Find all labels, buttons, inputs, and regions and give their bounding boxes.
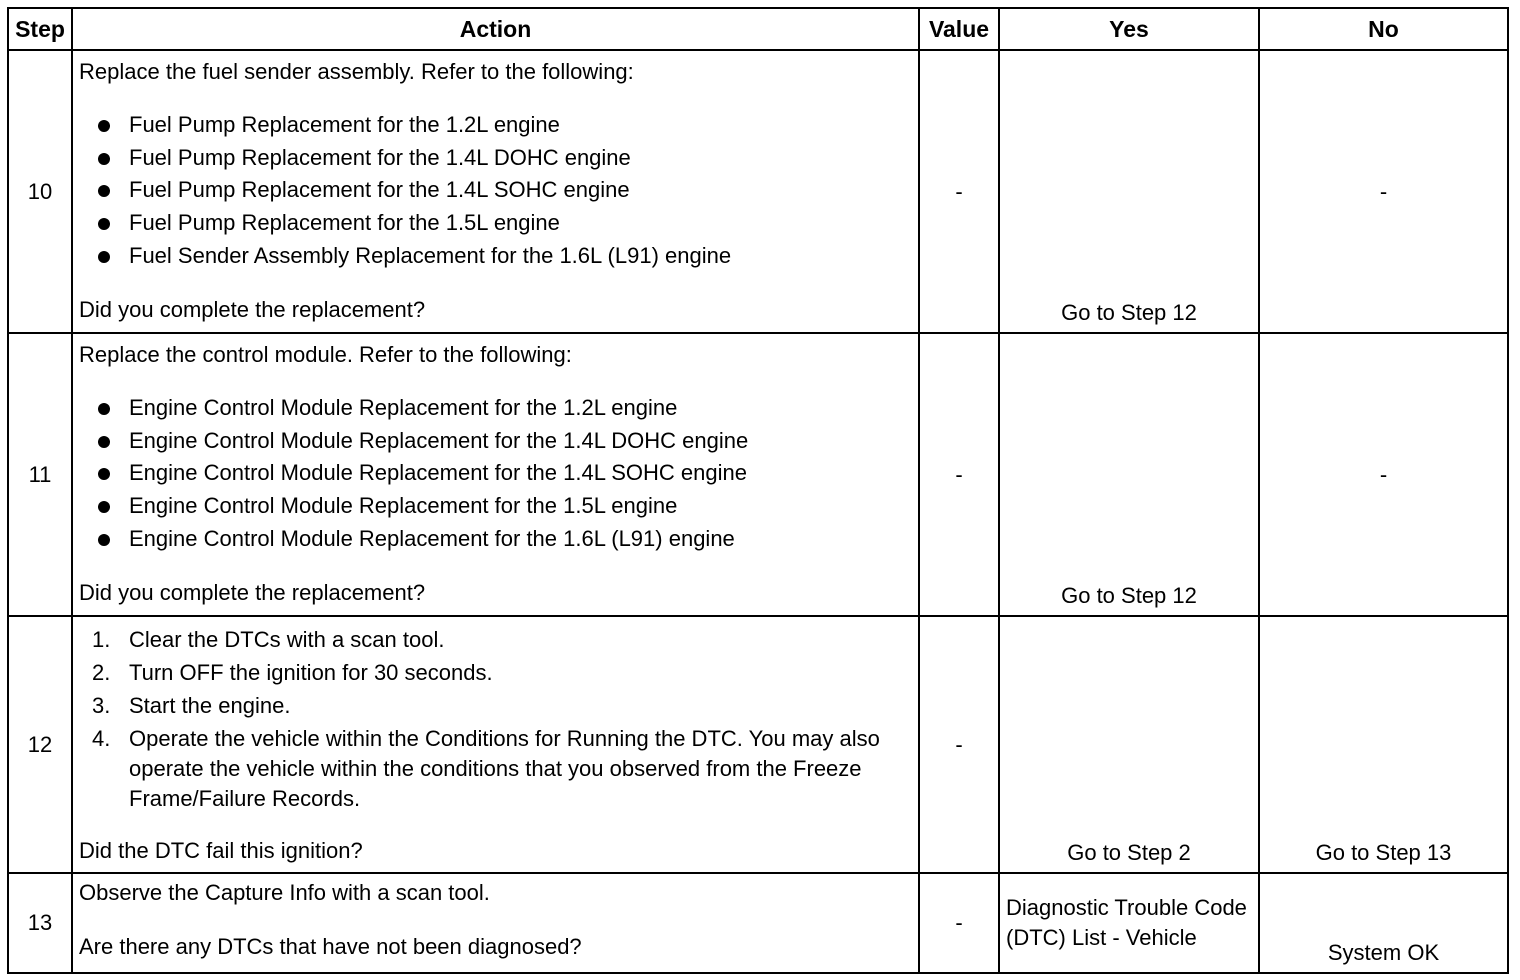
action-question: Did you complete the replacement? bbox=[79, 296, 426, 322]
diagnostic-table bbox=[7, 7, 1509, 974]
value-cell: - bbox=[919, 50, 999, 333]
step-index: 3. bbox=[92, 693, 111, 718]
step-index: 1. bbox=[92, 627, 111, 652]
yes-cell[interactable]: Go to Step 2 bbox=[999, 616, 1259, 873]
step-index: 2. bbox=[92, 660, 111, 685]
table-row-step-10 bbox=[8, 50, 1508, 333]
bullet-icon bbox=[98, 218, 110, 230]
value-cell: - bbox=[919, 616, 999, 873]
list-item bbox=[79, 523, 912, 556]
reference-link[interactable]: Engine Control Module Replacement for the 1.2L engine bbox=[129, 395, 678, 420]
list-item bbox=[79, 207, 912, 240]
bullet-icon bbox=[98, 120, 110, 132]
reference-list bbox=[79, 392, 912, 556]
reference-link[interactable]: Engine Control Module Replacement for the 1.4L DOHC engine bbox=[129, 427, 749, 453]
action-intro: Replace the control module. Refer to the following: bbox=[79, 342, 572, 367]
action-intro: Replace the fuel sender assembly. Refer to the following: bbox=[79, 59, 634, 84]
list-item bbox=[79, 691, 912, 721]
procedure-text: Turn OFF the ignition for 30 seconds. bbox=[129, 660, 493, 685]
reference-link[interactable]: Fuel Pump Replacement for the 1.2L engine bbox=[129, 112, 560, 137]
reference-link[interactable]: Engine Control Module Replacement for the 1.5L engine bbox=[129, 493, 678, 519]
step-number: 10 bbox=[8, 50, 72, 333]
header-action: Action bbox=[72, 8, 919, 50]
bullet-icon bbox=[98, 436, 110, 448]
list-item bbox=[79, 724, 912, 814]
bullet-icon bbox=[98, 185, 110, 197]
procedure-list bbox=[79, 625, 912, 814]
action-intro: Observe the Capture Info with a scan tool. bbox=[79, 880, 490, 905]
list-item bbox=[79, 109, 912, 142]
action-cell bbox=[72, 50, 919, 333]
no-cell: - bbox=[1259, 50, 1508, 333]
no-cell[interactable]: Go to Step 13 bbox=[1259, 616, 1508, 873]
step-number: 12 bbox=[8, 616, 72, 873]
table-row-step-13 bbox=[8, 873, 1508, 973]
header-step: Step bbox=[8, 8, 72, 50]
reference-link[interactable]: Fuel Pump Replacement for the 1.5L engine bbox=[129, 210, 560, 236]
list-item bbox=[79, 658, 912, 688]
list-item bbox=[79, 240, 912, 273]
header-no: No bbox=[1259, 8, 1508, 50]
table-row-step-11 bbox=[8, 333, 1508, 616]
action-cell bbox=[72, 333, 919, 616]
procedure-text: Start the engine. bbox=[129, 693, 291, 718]
reference-list bbox=[79, 109, 912, 273]
header-row bbox=[8, 8, 1508, 50]
reference-link[interactable]: Engine Control Module Replacement for the 1.4L SOHC engine bbox=[129, 460, 747, 486]
action-question: Did the DTC fail this ignition? bbox=[79, 838, 363, 863]
reference-link[interactable]: Fuel Pump Replacement for the 1.4L SOHC engine bbox=[129, 177, 630, 203]
bullet-icon bbox=[98, 403, 110, 415]
list-item bbox=[79, 142, 912, 175]
step-number: 13 bbox=[8, 873, 72, 973]
value-cell: - bbox=[919, 873, 999, 973]
list-item bbox=[79, 174, 912, 207]
table-row-step-12 bbox=[8, 616, 1508, 873]
value-cell: - bbox=[919, 333, 999, 616]
list-item bbox=[79, 425, 912, 458]
list-item bbox=[79, 490, 912, 523]
list-item bbox=[79, 392, 912, 425]
bullet-icon bbox=[98, 534, 110, 546]
action-cell bbox=[72, 616, 919, 873]
procedure-text[interactable]: Operate the vehicle within the Conditions for Running the DTC. You may also operate the vehicle within the conditions that you observed from the Freeze Frame/Failure Records. bbox=[129, 726, 880, 811]
reference-link[interactable]: Fuel Pump Replacement for the 1.4L DOHC engine bbox=[129, 144, 631, 170]
header-yes: Yes bbox=[999, 8, 1259, 50]
bullet-icon bbox=[98, 501, 110, 513]
yes-cell[interactable]: Diagnostic Trouble Code (DTC) List - Vehicle bbox=[999, 873, 1259, 973]
list-item bbox=[79, 625, 912, 655]
no-cell: System OK bbox=[1259, 873, 1508, 973]
step-index: 4. bbox=[92, 726, 111, 751]
yes-cell[interactable]: Go to Step 12 bbox=[999, 50, 1259, 333]
reference-link[interactable]: Fuel Sender Assembly Replacement for the 1.6L (L91) engine bbox=[129, 242, 732, 268]
header-value: Value bbox=[919, 8, 999, 50]
list-item bbox=[79, 457, 912, 490]
action-question: Are there any DTCs that have not been diagnosed? bbox=[79, 934, 582, 959]
yes-cell[interactable]: Go to Step 12 bbox=[999, 333, 1259, 616]
bullet-icon bbox=[98, 153, 110, 165]
action-question: Did you complete the replacement? bbox=[79, 579, 426, 605]
bullet-icon bbox=[98, 251, 110, 263]
procedure-text: Clear the DTCs with a scan tool. bbox=[129, 627, 445, 652]
reference-link[interactable]: Engine Control Module Replacement for the 1.6L (L91) engine bbox=[129, 525, 735, 551]
step-number: 11 bbox=[8, 333, 72, 616]
action-cell bbox=[72, 873, 919, 973]
no-cell: - bbox=[1259, 333, 1508, 616]
bullet-icon bbox=[98, 468, 110, 480]
